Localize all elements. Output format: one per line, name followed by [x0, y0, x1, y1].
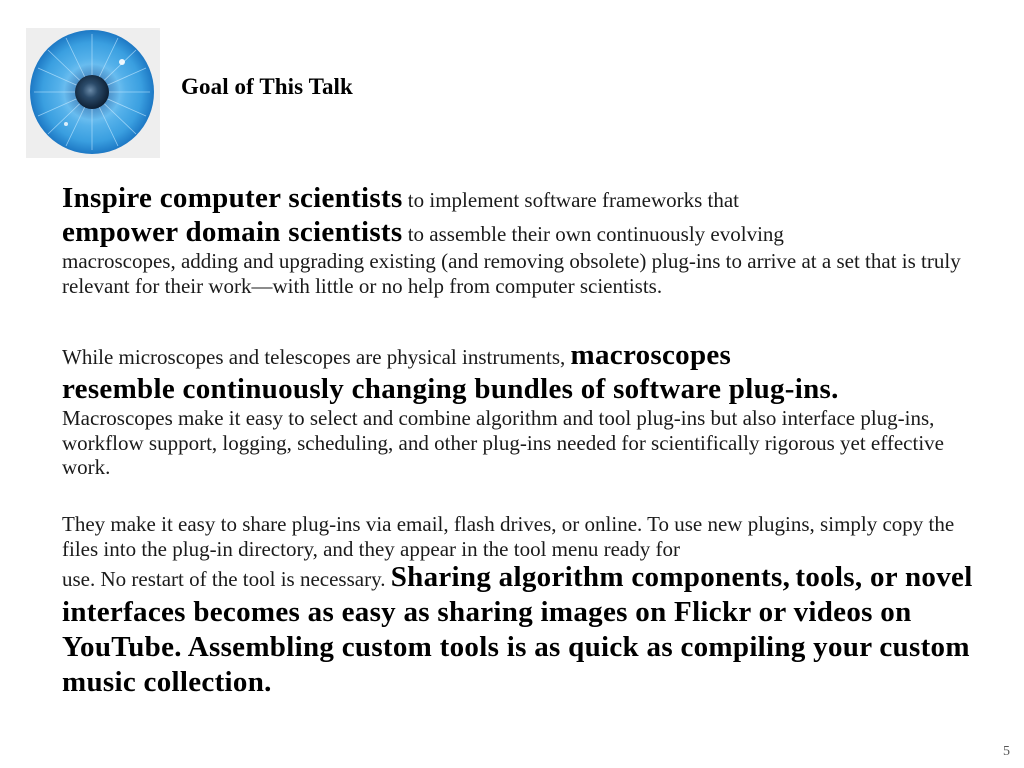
paragraph-text: to assemble their own continuously evolving [402, 222, 784, 246]
logo [26, 28, 160, 158]
page-number: 5 [1003, 744, 1010, 759]
emphasis-empower: empower domain scientists [62, 216, 403, 248]
emphasis-sharing: Sharing algorithm components, [390, 561, 791, 593]
paragraph-text: Macroscopes make it easy to select and combine algorithm and tool plug-ins but also interface plug-ins, workflow support, logging, scheduling, and other plug-ins needed for scientifically rigorous yet effective work. [62, 406, 944, 479]
paragraph-text: macroscopes, adding and upgrading existing (and removing obsolete) plug-ins to arrive at a set that is truly relevant for their work—with little or no help from computer scientists. [62, 249, 961, 298]
paragraph-text: They make it easy to share plug-ins via email, flash drives, or online. To use new plugins, simply copy the files into the plug-in directory, and they appear in the tool menu ready for [62, 512, 955, 561]
paragraph-text: use. No restart of the tool is necessary. [62, 567, 391, 591]
emphasis-sharing-continued: tools, or novel interfaces becomes as easy as sharing images on Flickr or videos on YouTube. Assembling custom tools is as quick as compiling your custom music collection. [62, 561, 973, 698]
emphasis-inspire: Inspire computer scientists [62, 182, 403, 214]
paragraph-sharing [62, 512, 982, 701]
slide-title: Goal of This Talk [181, 74, 353, 99]
eye-iris-icon [26, 28, 160, 158]
paragraph-text: to implement software frameworks that [402, 188, 740, 212]
paragraph-goal [62, 182, 982, 298]
paragraph-macroscopes [62, 340, 982, 480]
emphasis-macroscopes: macroscopes [570, 339, 732, 371]
paragraph-text: While microscopes and telescopes are physical instruments, [62, 345, 571, 369]
emphasis-bundles: resemble continuously changing bundles of software plug-ins. [62, 373, 839, 405]
